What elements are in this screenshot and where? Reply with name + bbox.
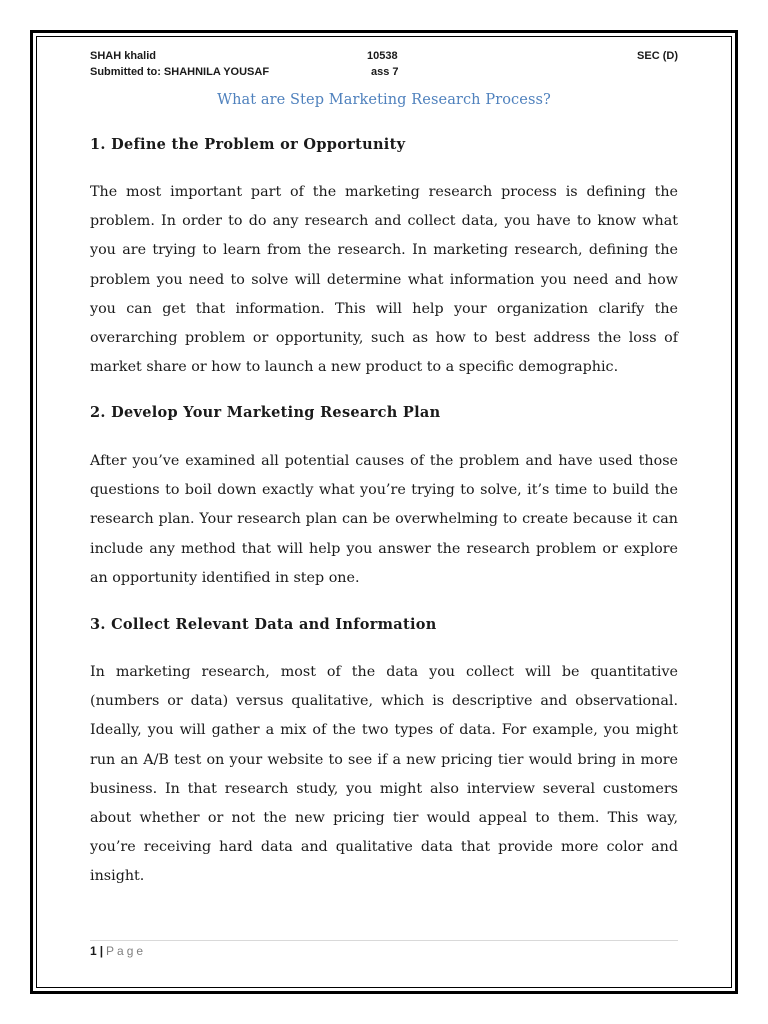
page-separator: |	[99, 944, 104, 958]
section-label: SEC (D)	[637, 50, 678, 62]
header-left	[90, 48, 269, 80]
section-heading-3: 3. Collect Relevant Data and Information	[90, 616, 437, 633]
section-heading-1: 1. Define the Problem or Opportunity	[90, 136, 406, 153]
page-number-footer	[90, 944, 146, 958]
footer-rule	[90, 940, 678, 941]
header-right	[637, 48, 678, 64]
page-label: Page	[106, 944, 147, 958]
section-body-3: In marketing research, most of the data you collect will be quantitative (numbers or data) versus qualitative, which is descriptive and observational. Ideally, you will gather a mix of the two types of data. For example, you might run an A/B test on your website to see if a new pricing tier would bring in more business. In that research study, you might also interview several customers about whether or not the new pricing tier would appeal to them. This way, you’re receiving hard data and qualitative data that provide more color and insight.	[90, 664, 678, 885]
section-body-1: The most important part of the marketing research process is defining the problem. In order to do any research and collect data, you have to know what you are trying to learn from the research. In marketing research, defining the problem you need to solve will determine what information you need and how you can get that information. This will help your organization clarify the overarching problem or opportunity, such as how to best address the loss of market share or how to launch a new product to a specific demographic.	[90, 184, 678, 376]
section-heading-2: 2. Develop Your Marketing Research Plan	[90, 404, 441, 421]
header-middle	[367, 48, 399, 80]
section-body-2: After you’ve examined all potential causes of the problem and have used those questions to boil down exactly what you’re trying to solve, it’s time to build the research plan. Your research plan can be overwhelming to create because it can include any method that will help you answer the research problem or explore an opportunity identified in step one.	[90, 453, 678, 586]
document-header	[90, 48, 678, 82]
student-name: SHAH khalid	[90, 50, 157, 62]
page-number: 1	[90, 944, 97, 958]
submitted-to: Submitted to: SHAHNILA YOUSAF	[90, 66, 270, 78]
student-id: 10538	[367, 50, 398, 62]
document-title: What are Step Marketing Research Process?	[217, 92, 551, 108]
assignment-number: ass 7	[371, 66, 399, 78]
